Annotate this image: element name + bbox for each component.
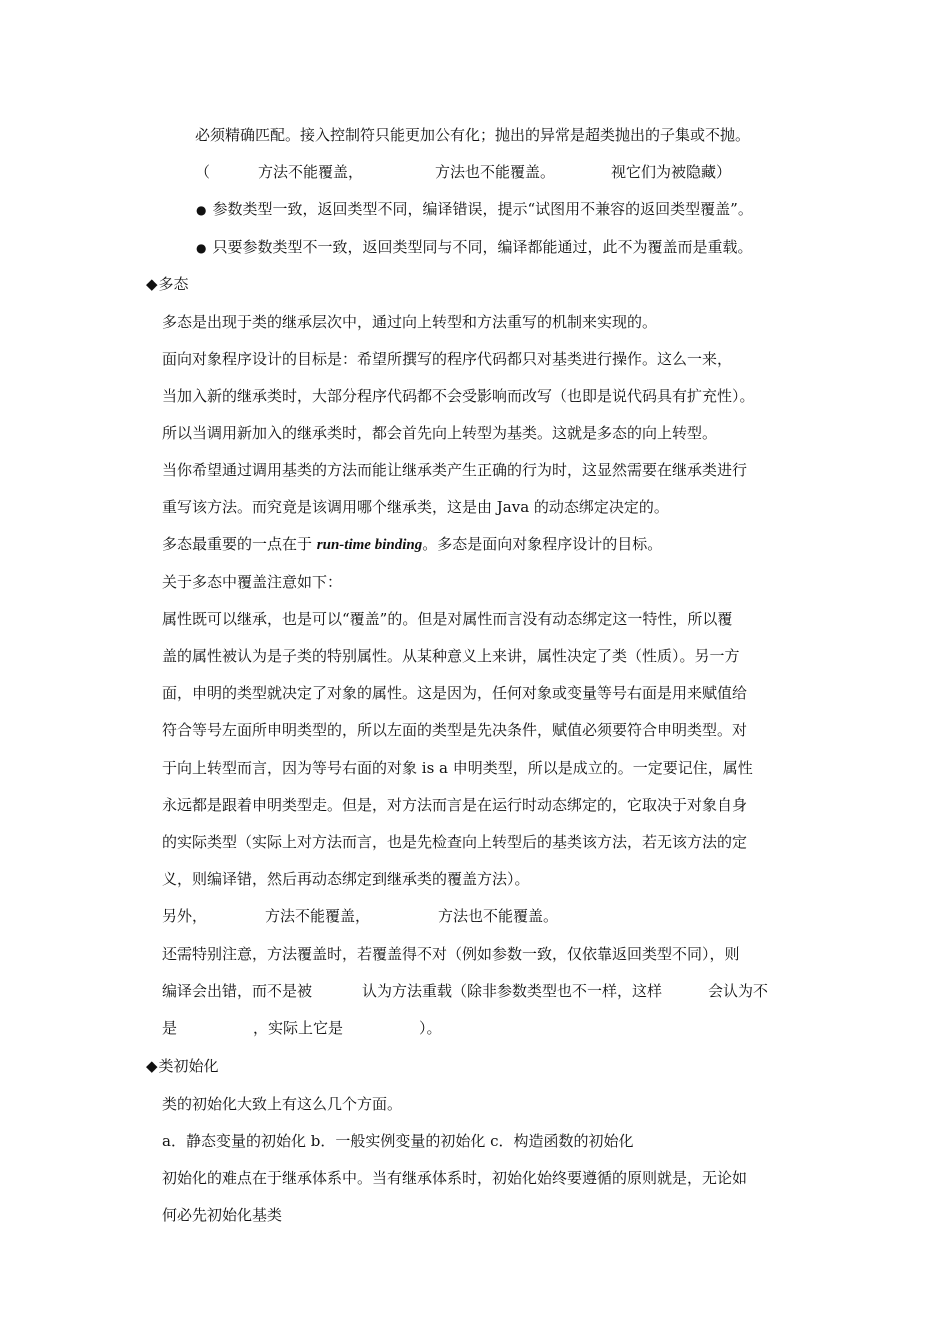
- paragraph-line: 永远都是跟着申明类型走。但是，对方法而言是在运行时动态绑定的，它取决于对象自身: [162, 796, 748, 814]
- heading-text: 类初始化: [158, 1057, 219, 1075]
- continuation-line: 必须精确匹配。接入控制符只能更加公有化；抛出的异常是超类抛出的子集或不抛。: [195, 126, 751, 144]
- bullet-icon: ●: [196, 241, 207, 255]
- section-heading-polymorphism: [146, 274, 189, 294]
- list-item: [196, 237, 753, 258]
- text-part: 方法不能覆盖，: [265, 907, 371, 925]
- text-part: 编译会出错，而不是被: [162, 982, 313, 1000]
- list-item: [196, 199, 753, 220]
- list-item-text: 只要参数类型不一致，返回类型同与不同，编译都能通过，此不为覆盖而是重载。: [212, 238, 753, 256]
- heading-text: 多态: [158, 275, 189, 293]
- paragraph-line: 何必先初始化基类: [162, 1206, 283, 1224]
- paragraph-line: [162, 981, 768, 1001]
- paragraph-line: 属性既可以继承，也是可以“覆盖”的。但是对属性而言没有动态绑定这一特性，所以覆: [162, 610, 733, 628]
- hidden-methods-note: [195, 162, 731, 182]
- emphasis-run-time-binding: run-time binding: [316, 537, 423, 553]
- section-heading-class-init: [146, 1056, 219, 1076]
- text-part: ，实际上它是: [253, 1019, 344, 1037]
- paragraph-line: 义，则编译错，然后再动态绑定到继承类的覆盖方法）。: [162, 870, 530, 888]
- text-part: 是: [162, 1019, 178, 1037]
- paragraph-line: 当加入新的继承类时，大部分程序代码都不会受影响而改写（也即是说代码具有扩充性）。: [162, 387, 755, 405]
- paragraph: 类的初始化大致上有这么几个方面。: [162, 1095, 403, 1113]
- paragraph: [162, 534, 662, 555]
- paragraph-line: [162, 1018, 442, 1038]
- paragraph-line: 于向上转型而言，因为等号右面的对象 is a 申明类型，所以是成立的。一定要记住，属性: [162, 759, 753, 777]
- paragraph: [162, 906, 558, 926]
- text-part: 认为方法重载（除非参数类型也不一样，这样: [362, 982, 663, 1000]
- paragraph-line: 的实际类型（实际上对方法而言，也是先检查向上转型后的基类该方法，若无该方法的定: [162, 833, 748, 851]
- note-part-c: 视它们为被隐藏）: [611, 163, 732, 181]
- note-part-a: 方法不能覆盖，: [258, 163, 364, 181]
- paragraph: 多态是出现于类的继承层次中，通过向上转型和方法重写的机制来实现的。: [162, 313, 658, 331]
- paragraph-line: 盖的属性被认为是子类的特别属性。从某种意义上来讲，属性决定了类（性质）。另一方: [162, 647, 740, 665]
- diamond-icon: ◆: [146, 275, 158, 293]
- text-after: 。多态是面向对象程序设计的目标。: [422, 535, 663, 553]
- note-part-b: 方法也不能覆盖。: [435, 163, 556, 181]
- text-part: ）。: [419, 1019, 442, 1037]
- paragraph-line: 面，申明的类型就决定了对象的属性。这是因为，任何对象或变量等号右面是用来赋值给: [162, 684, 748, 702]
- text-before: 多态最重要的一点在于: [162, 535, 317, 553]
- paragraph-line: 符合等号左面所申明类型的，所以左面的类型是先决条件，赋值必须要符合申明类型。对: [162, 721, 748, 739]
- bullet-icon: ●: [196, 203, 207, 217]
- text-part: 方法也不能覆盖。: [438, 907, 559, 925]
- paragraph-line: 当你希望通过调用基类的方法而能让继承类产生正确的行为时，这显然需要在继承类进行: [162, 461, 748, 479]
- paragraph-line: 初始化的难点在于继承体系中。当有继承体系时，初始化始终要遵循的原则就是，无论如: [162, 1169, 748, 1187]
- paragraph-line: 面向对象程序设计的目标是：希望所撰写的程序代码都只对基类进行操作。这么一来，: [162, 350, 733, 368]
- paragraph: a．静态变量的初始化 b．一般实例变量的初始化 c．构造函数的初始化: [162, 1132, 634, 1150]
- text-part: 另外，: [162, 907, 208, 925]
- paragraph-line: 所以当调用新加入的继承类时，都会首先向上转型为基类。这就是多态的向上转型。: [162, 424, 718, 442]
- paragraph-line: 还需特别注意，方法覆盖时，若覆盖得不对（例如参数一致，仅依靠返回类型不同），则: [162, 945, 740, 963]
- open-paren: （: [195, 163, 211, 181]
- paragraph-line: 重写该方法。而究竟是该调用哪个继承类，这是由 Java 的动态绑定决定的。: [162, 498, 669, 516]
- text-part: 会认为不: [708, 982, 769, 1000]
- paragraph: 关于多态中覆盖注意如下：: [162, 573, 343, 591]
- diamond-icon: ◆: [146, 1057, 158, 1075]
- list-item-text: 参数类型一致，返回类型不同，编译错误，提示“试图用不兼容的返回类型覆盖”。: [212, 200, 753, 218]
